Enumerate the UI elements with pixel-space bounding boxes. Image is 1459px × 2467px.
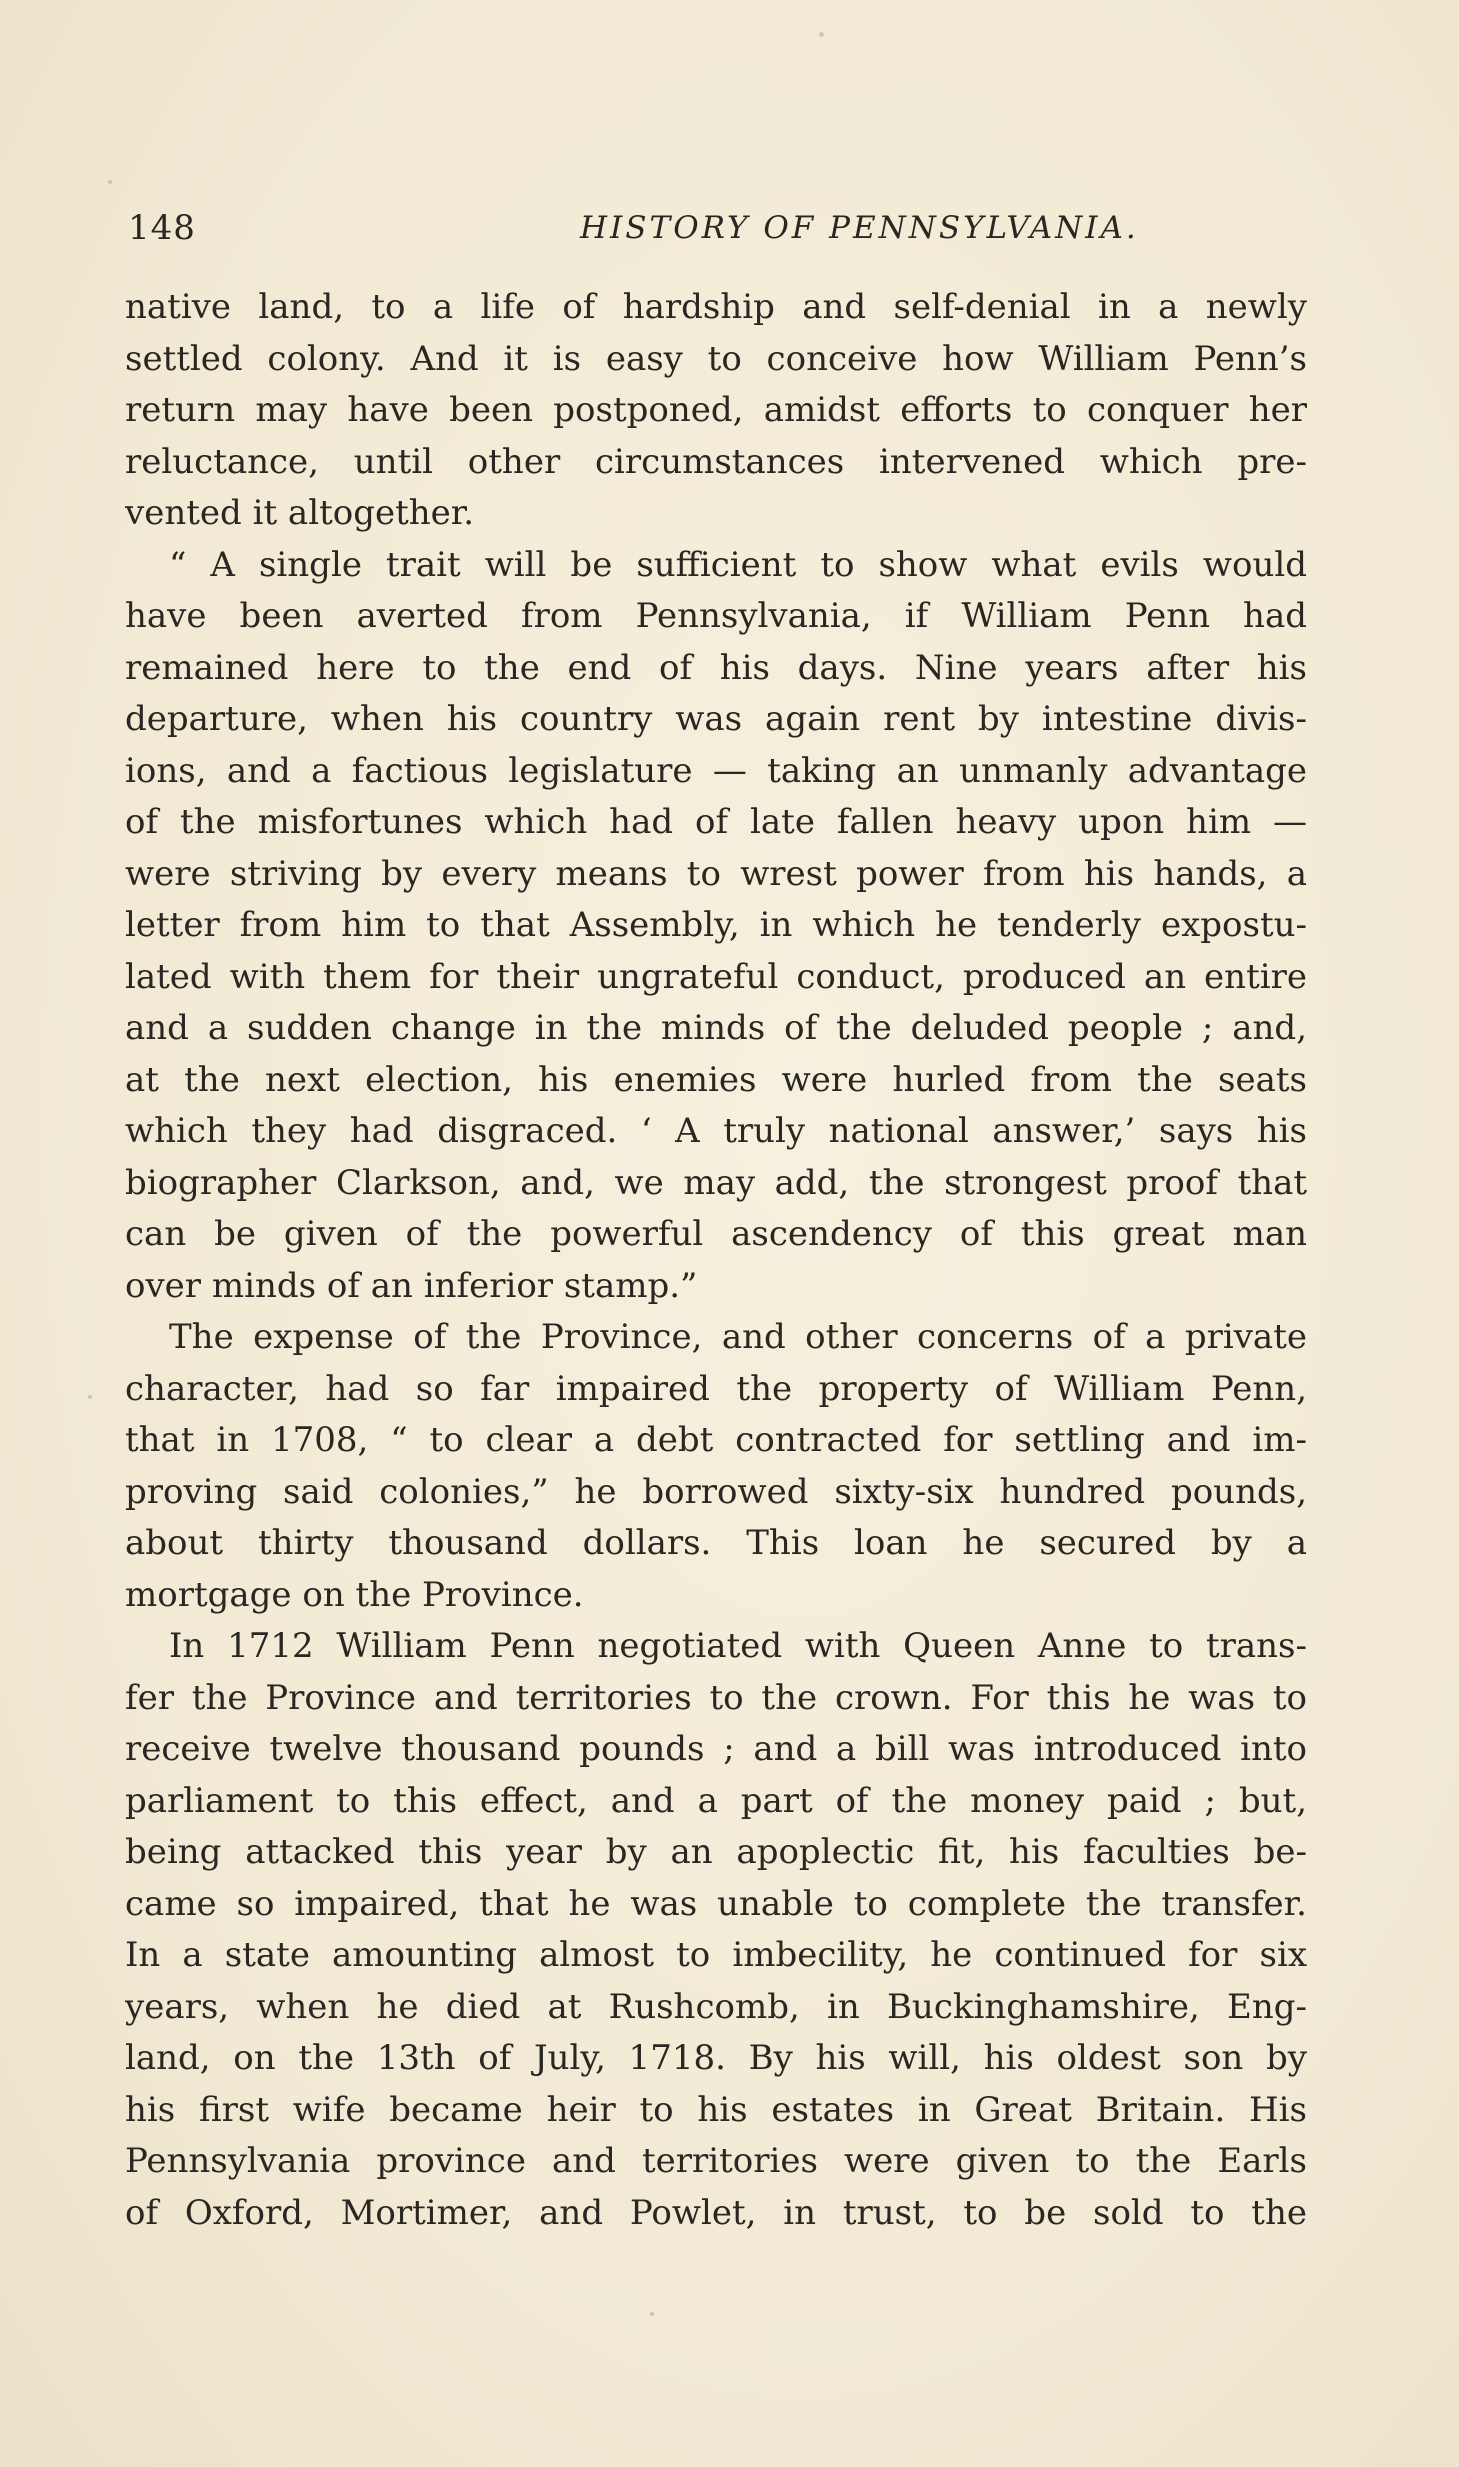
text-line: about thirty thousand dollars. This loan he secured by a <box>125 1523 1307 1563</box>
text-line: remained here to the end of his days. Nine years after his <box>125 647 1307 688</box>
text-line: In 1712 William Penn negotiated with Queen Anne to trans- <box>169 1626 1307 1666</box>
text-line: The expense of the Province, and other concerns of a private <box>169 1317 1307 1357</box>
text-line: land, on the 13th of July, 1718. By his will, his oldest son by <box>125 2038 1307 2078</box>
text-line: In a state amounting almost to imbecility, he continued for six <box>125 1935 1307 1975</box>
text-line: which they had disgraced. ‘ A truly national answer,’ says his <box>125 1111 1307 1151</box>
paper-speck <box>108 180 112 184</box>
text-line: native land, to a life of hardship and self-denial in a newly <box>125 287 1307 327</box>
text-line: fer the Province and territories to the crown. For this he was to <box>125 1677 1307 1718</box>
text-line: years, when he died at Rushcomb, in Buckinghamshire, Eng- <box>125 1986 1307 2027</box>
paper-speck <box>88 1395 92 1399</box>
paper-speck <box>819 32 824 37</box>
text-line: ions, and a factious legislature — taking an unmanly advantage <box>125 750 1307 791</box>
text-line: of the misfortunes which had of late fallen heavy upon him — <box>125 802 1307 842</box>
text-line: were striving by every means to wrest power from his hands, a <box>125 853 1307 894</box>
text-line: departure, when his country was again rent by intestine divis- <box>125 699 1307 739</box>
text-line: vented it altogether. <box>125 493 475 533</box>
text-line: have been averted from Pennsylvania, if William Penn had <box>125 596 1307 636</box>
text-line: lated with them for their ungrateful conduct, produced an entire <box>125 956 1307 997</box>
text-line: over minds of an inferior stamp.” <box>125 1265 698 1306</box>
running-title: HISTORY OF PENNSYLVANIA. <box>580 210 1139 246</box>
text-line: at the next election, his enemies were hurled from the seats <box>125 1059 1307 1100</box>
text-line: of Oxford, Mortimer, and Powlet, in trust, to be sold to the <box>125 2192 1307 2233</box>
text-line: and a sudden change in the minds of the deluded people ; and, <box>125 1008 1307 1048</box>
text-line: that in 1708, “ to clear a debt contracted for settling and im- <box>125 1420 1307 1460</box>
text-line: came so impaired, that he was unable to complete the transfer. <box>125 1883 1307 1924</box>
text-line: letter from him to that Assembly, in which he tenderly expostu- <box>125 905 1307 945</box>
page-header <box>128 208 1308 258</box>
text-line: “ A single trait will be sufficient to show what evils would <box>169 544 1307 585</box>
body-text <box>125 282 1307 2239</box>
text-line: receive twelve thousand pounds ; and a bill was introduced into <box>125 1729 1307 1769</box>
text-line: can be given of the powerful ascendency of this great man <box>125 1214 1307 1254</box>
text-line: mortgage on the Province. <box>125 1574 584 1615</box>
text-line: being attacked this year by an apoplectic fit, his faculties be- <box>125 1832 1307 1872</box>
text-line: settled colony. And it is easy to conceive how William Penn’s <box>125 338 1307 379</box>
text-line: reluctance, until other circumstances intervened which pre- <box>125 441 1307 482</box>
text-line: return may have been postponed, amidst efforts to conquer her <box>125 390 1307 430</box>
text-line: Pennsylvania province and territories were given to the Earls <box>125 2141 1307 2181</box>
text-line: his first wife became heir to his estates in Great Britain. His <box>125 2089 1307 2130</box>
paper-speck <box>650 2312 654 2316</box>
text-line: biographer Clarkson, and, we may add, the strongest proof that <box>125 1162 1307 1203</box>
text-line: parliament to this effect, and a part of the money paid ; but, <box>125 1780 1307 1821</box>
text-line: character, had so far impaired the property of William Penn, <box>125 1368 1307 1409</box>
page-number: 148 <box>128 208 196 248</box>
text-line: proving said colonies,” he borrowed sixty-six hundred pounds, <box>125 1471 1307 1512</box>
